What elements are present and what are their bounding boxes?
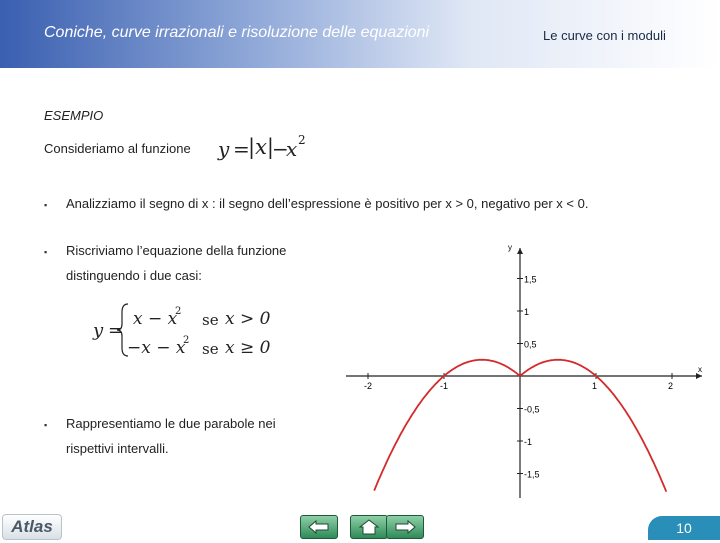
page-number: 10 xyxy=(648,516,720,540)
x-tick-label: -2 xyxy=(364,381,373,391)
formula-y: y xyxy=(218,137,230,161)
x-tick-label: -1 xyxy=(440,381,449,391)
atlas-logo: Atlas xyxy=(2,514,62,540)
case1-exp: 2 xyxy=(175,306,182,317)
bullet-text-sign: Analizziamo il segno di x : il segno dell’espressione è positivo per x > 0, negativo per x < 0. xyxy=(66,196,589,211)
arrow-left-icon xyxy=(301,516,337,538)
formula-abs-x: |x| xyxy=(248,135,274,159)
case1-expr: x − x xyxy=(133,309,178,329)
formula-exp: 2 xyxy=(298,133,306,147)
formula-eq: = xyxy=(233,137,250,161)
presentation-title: Coniche, curve irrazionali e risoluzione delle equazioni xyxy=(44,24,430,41)
formula-minus: − xyxy=(272,137,289,161)
bullet-text-rewrite-1: Riscriviamo l’equazione della funzione xyxy=(66,243,287,258)
home-button[interactable] xyxy=(350,515,388,539)
bullet-text-parabolas-2: rispettivi intervalli. xyxy=(66,441,169,456)
case2-cond: x ≥ 0 xyxy=(225,338,271,358)
formula-x: x xyxy=(286,137,298,161)
section-label: ESEMPIO xyxy=(44,108,104,123)
y-tick-label: -1,5 xyxy=(524,469,540,480)
x-tick-label: 2 xyxy=(668,381,674,391)
y-axis-label: y xyxy=(508,243,512,252)
function-graph xyxy=(340,236,710,504)
y-tick-label: 1,5 xyxy=(524,274,537,285)
bullet-marker: ▪ xyxy=(44,420,48,430)
case1-cond: x > 0 xyxy=(225,309,271,329)
y-tick-label: -0,5 xyxy=(524,404,540,415)
forward-button[interactable] xyxy=(386,515,424,539)
case2-se: se xyxy=(202,340,219,358)
back-button[interactable] xyxy=(300,515,338,539)
x-axis-label: x xyxy=(698,365,702,374)
bullet-text-parabolas-1: Rappresentiamo le due parabole nei xyxy=(66,416,276,431)
y-tick-label: 0,5 xyxy=(524,339,537,350)
cases-eq: = xyxy=(108,320,124,341)
arrow-right-icon xyxy=(387,516,423,538)
case1-se: se xyxy=(202,311,219,329)
bullet-text-rewrite-2: distinguendo i due casi: xyxy=(66,268,202,283)
x-tick-label: 1 xyxy=(592,381,598,391)
slide-topic: Le curve con i moduli xyxy=(543,28,666,43)
case2-exp: 2 xyxy=(183,335,190,346)
intro-text: Consideriamo al funzione xyxy=(44,141,191,156)
y-tick-label: -1 xyxy=(524,437,533,447)
bullet-marker: ▪ xyxy=(44,247,48,257)
y-tick-label: 1 xyxy=(524,307,530,317)
case2-expr: −x − x xyxy=(127,338,186,358)
bullet-marker: ▪ xyxy=(44,200,48,210)
header-banner xyxy=(0,0,720,68)
y-axis-arrow xyxy=(517,248,523,254)
cases-y: y xyxy=(93,320,104,341)
home-icon xyxy=(351,516,387,538)
